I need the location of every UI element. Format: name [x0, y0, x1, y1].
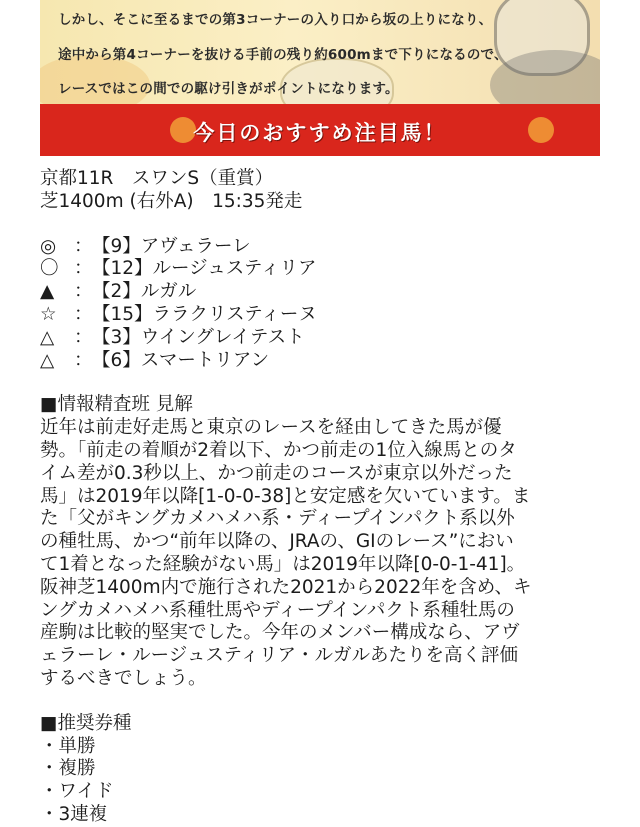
analysis-line: ェラーレ・ルージュスティリア・ルガルあたりを高く評価	[40, 645, 519, 667]
recommendation-banner	[40, 104, 600, 156]
race-name: 京都11R スワンS（重賞）	[40, 168, 274, 189]
analysis-line: イム差が0.3秒以上、かつ前走のコースが東京以外だった	[40, 462, 513, 484]
analysis-line: 近年は前走好走馬と東京のレースを経由してきた馬が優	[40, 417, 502, 439]
banner-text-line: レースではこの間での駆け引きがポイントになります。	[58, 81, 399, 97]
analysis-line: の種牡馬、かつ“前年以降の、JRAの、GIのレース”におい	[40, 531, 514, 553]
pick-mark: △	[40, 326, 55, 348]
pick-item	[40, 258, 615, 281]
analysis-line: た「父がキングカメハメハ系・ディープインパクト系以外	[40, 508, 515, 530]
bet-type-item: ・ワイド	[40, 781, 114, 803]
pick-mark: ◎	[40, 235, 57, 257]
pick-item	[40, 304, 615, 327]
article-body	[40, 168, 615, 827]
pick-separator: ：	[74, 349, 93, 371]
pick-list	[40, 236, 615, 373]
pick-horse: 【2】ルガル	[92, 281, 197, 303]
pick-item	[40, 350, 615, 373]
analysis-line: ングカメハメハ系種牡馬やディープインパクト系種牡馬の	[40, 599, 515, 621]
pick-mark: 〇	[40, 258, 59, 280]
bets-heading: ■推奨券種	[40, 712, 132, 734]
analysis-line: 勢。「前走の着順が2着以下、かつ前走の1位入線馬とのタ	[40, 439, 517, 461]
analysis-line: て1着となった経験がない馬」は2019年以降[0-0-1-41]。	[40, 553, 526, 575]
pick-horse: 【9】アヴェラーレ	[92, 235, 251, 257]
analysis-heading: ■情報精査班 見解	[40, 394, 193, 416]
analysis-line: するべきでしょう。	[40, 667, 207, 689]
recommendation-title: 今日のおすすめ注目馬！	[193, 121, 447, 145]
pick-separator: ：	[74, 235, 93, 257]
pick-horse: 【3】ウイングレイテスト	[92, 326, 305, 348]
analysis-text	[40, 417, 615, 691]
pick-separator: ：	[74, 303, 93, 325]
pick-horse: 【12】ルージュスティリア	[92, 258, 317, 280]
pick-mark: ▲	[40, 281, 55, 303]
pick-horse: 【6】スマートリアン	[92, 349, 270, 371]
analysis-line: 産駒は比較的堅実でした。今年のメンバー構成なら、アヴ	[40, 622, 520, 644]
bet-type-item: ・複勝	[40, 758, 96, 780]
pick-item	[40, 236, 615, 259]
pick-horse: 【15】ララクリスティーヌ	[92, 303, 317, 325]
pick-mark: ☆	[40, 303, 57, 325]
analysis-line: 阪神芝1400m内で施行された2021から2022年を含め、キ	[40, 576, 532, 598]
pick-item	[40, 281, 615, 304]
pick-mark: △	[40, 349, 55, 371]
pick-separator: ：	[74, 258, 93, 280]
bet-type-list	[40, 736, 615, 827]
banner-text-line: しかし、そこに至るまでの第3コーナーの入り口から坂の上りになり、	[58, 12, 493, 28]
bet-type-item: ・単勝	[40, 735, 96, 757]
pick-separator: ：	[74, 281, 93, 303]
header-banner	[40, 0, 600, 104]
race-conditions: 芝1400m (右外A) 15:35発走	[40, 190, 303, 212]
bet-type-item: ・3連複	[40, 803, 108, 825]
pick-item	[40, 327, 615, 350]
banner-text-line: 途中から第4コーナーを抜ける手前の残り約600mまで下りになるので、	[58, 47, 508, 63]
pick-separator: ：	[74, 326, 93, 348]
analysis-line: 馬」は2019年以降[1-0-0-38]と安定感を欠いています。ま	[40, 485, 531, 507]
